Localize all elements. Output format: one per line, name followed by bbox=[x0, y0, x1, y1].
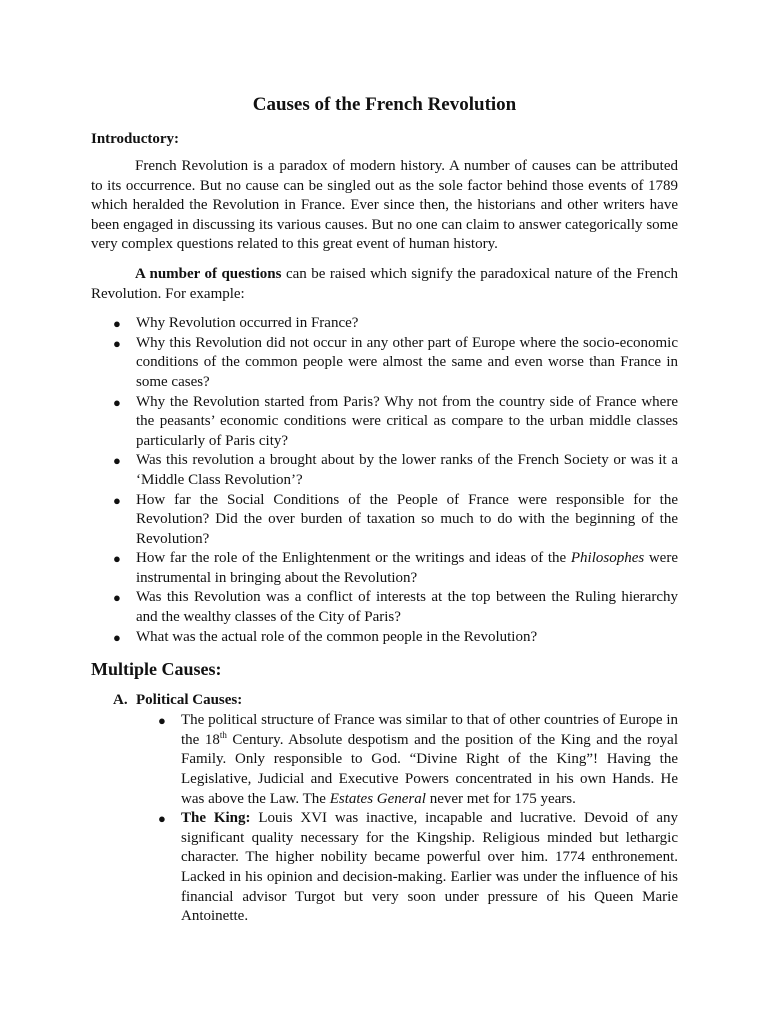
multiple-causes-heading: Multiple Causes: bbox=[91, 659, 222, 680]
king-label: The King: bbox=[181, 810, 251, 827]
bullet-icon: ● bbox=[113, 551, 121, 567]
point-text: Louis XVI was inactive, incapable and lucrative. Devoid of any significant quality necessary for the Kingship. Religious minded but lethargic character. The higher nobility became powerful over him. 1774 enthronement. Lacked in his opinion and decision-making. Earlier was under the influence of his financial advisor Turgot but very soon under pressure of his Queen Marie Antoinette. bbox=[181, 810, 678, 925]
estates-general-italic: Estates General bbox=[329, 790, 426, 807]
page-title: Causes of the French Revolution bbox=[252, 94, 517, 115]
questions-intro-bold: A number of questions bbox=[135, 265, 282, 282]
section-label: A. bbox=[113, 692, 128, 709]
list-item bbox=[91, 628, 678, 648]
intro-paragraph: French Revolution is a paradox of modern history. A number of causes can be attributed to its occurrence. But no cause can be singled out as the sole factor behind those events of 1789 which heralded the Revolution in France. Ever since then, the historians and other writers have been engaged in discussing its various causes. But no one can claim to answer categorically some very complex questions related to this great event of human history. bbox=[91, 158, 678, 253]
bullet-icon: ● bbox=[158, 811, 166, 827]
question-text: Was this revolution a brought about by the lower ranks of the French Society or was it a ‘Middle Class Revolution’? bbox=[136, 452, 678, 488]
question-text: Why this Revolution did not occur in any other part of Europe where the socio-economic conditions of the common people were almost the same and even worse than France in some cases? bbox=[136, 334, 678, 390]
question-text-before: How far the role of the Enlightenment or the writings and ideas of the bbox=[136, 550, 571, 567]
point-text: never met for 175 years. bbox=[425, 790, 576, 807]
question-text-after: were instrumental in bringing about the Revolution? bbox=[136, 550, 678, 586]
list-item bbox=[91, 491, 678, 550]
questions-intro-paragraph bbox=[91, 265, 678, 304]
list-item bbox=[91, 334, 678, 393]
bullet-icon: ● bbox=[113, 453, 121, 469]
list-item bbox=[91, 549, 678, 588]
list-item bbox=[91, 393, 678, 452]
list-item bbox=[91, 711, 678, 809]
bullet-icon: ● bbox=[113, 492, 121, 508]
question-text: Was this Revolution was a conflict of interests at the top between the Ruling hierarchy and the wealthy classes of the City of Paris? bbox=[136, 589, 678, 626]
bullet-icon: ● bbox=[113, 394, 121, 410]
philosophes-italic: Philosophes bbox=[570, 550, 645, 567]
list-item bbox=[91, 314, 678, 334]
bullet-icon: ● bbox=[113, 590, 121, 606]
bullet-icon: ● bbox=[113, 335, 121, 351]
point-text: The political structure of France was similar to that of other countries of Europe in the 18 bbox=[181, 712, 678, 748]
question-text: How far the Social Conditions of the People of France were responsible for the Revolution? Did the over burden of taxation so much to do with the beginning of the Revolution? bbox=[136, 491, 678, 547]
question-text: Why Revolution occurred in France? bbox=[136, 315, 359, 332]
list-item bbox=[91, 588, 678, 627]
question-text: Why the Revolution started from Paris? Why not from the country side of France where the peasants’ economic conditions were critical as compare to the urban middle classes particularly of Paris city? bbox=[136, 393, 678, 449]
bullet-icon: ● bbox=[158, 713, 166, 729]
point-text: Century. Absolute despotism and the position of the King and the royal Family. Only responsible to God. “Divine Right of the King”! Having the Legislative, Judicial and Executive Powers concentrated in his own Hands. He was above the Law. The bbox=[181, 731, 679, 807]
question-text: What was the actual role of the common people in the Revolution? bbox=[136, 628, 538, 645]
political-causes-heading bbox=[113, 690, 678, 710]
list-item bbox=[91, 809, 678, 927]
intro-heading: Introductory: bbox=[91, 131, 180, 147]
superscript: th bbox=[219, 729, 227, 740]
questions-list bbox=[91, 314, 678, 647]
political-causes-list bbox=[91, 711, 678, 927]
list-item bbox=[91, 451, 678, 490]
bullet-icon: ● bbox=[113, 629, 121, 645]
questions-intro-text: can be raised which signify the paradoxical nature of the French Revolution. For example: bbox=[91, 265, 678, 302]
section-title: Political Causes: bbox=[136, 692, 243, 709]
bullet-icon: ● bbox=[113, 316, 121, 332]
